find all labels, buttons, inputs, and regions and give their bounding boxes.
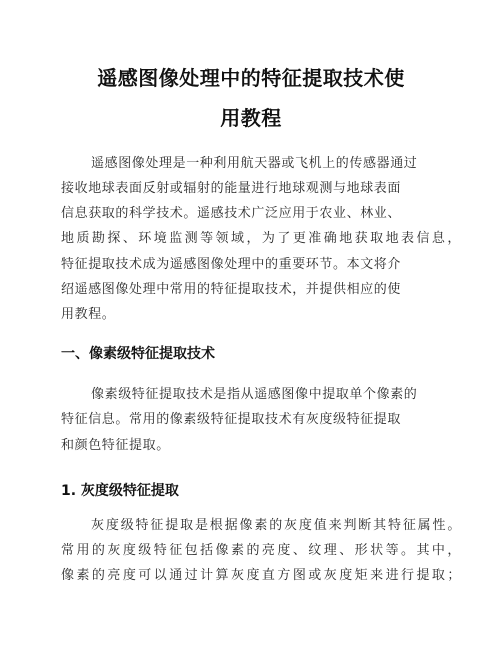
section-heading-pixel-level: 一、像素级特征提取技术 — [61, 346, 215, 362]
section1-line-2: 特征信息。常用的像素级特征提取技术有灰度级特征提取 — [61, 412, 402, 427]
section1-line-1: 像素级特征提取技术是指从遥感图像中提取单个像素的 — [91, 387, 418, 402]
subsection-heading-grayscale: 1. 灰度级特征提取 — [61, 483, 179, 499]
document-title-line-2: 用教程 — [220, 106, 282, 130]
intro-line-1: 遥感图像处理是一种利用航天器或飞机上的传感器通过 — [91, 156, 418, 171]
intro-line-6: 绍遥感图像处理中常用的特征提取技术，并提供相应的使 — [61, 282, 402, 297]
subsection1-line-3: 像素的亮度可以通过计算灰度直方图或灰度矩来进行提取； — [61, 568, 461, 583]
subsection1-line-2: 常用的灰度级特征包括像素的亮度、纹理、形状等。其中， — [61, 543, 461, 558]
subsection1-line-1: 灰度级特征提取是根据像素的灰度值来判断其特征属性。 — [91, 518, 461, 533]
intro-line-3: 信息获取的科学技术。遥感技术广泛应用于农业、林业、 — [61, 206, 402, 221]
document-title-line-1: 遥感图像处理中的特征提取技术使 — [97, 66, 405, 90]
section1-line-3: 和颜色特征提取。 — [61, 438, 170, 453]
intro-line-4: 地质勘探、环境监测等领域，为了更准确地获取地表信息， — [61, 231, 461, 246]
intro-line-5: 特征提取技术成为遥感图像处理中的重要环节。本文将介 — [61, 257, 402, 272]
intro-line-7: 用教程。 — [61, 307, 116, 322]
intro-line-2: 接收地球表面反射或辐射的能量进行地球观测与地球表面 — [61, 181, 402, 196]
